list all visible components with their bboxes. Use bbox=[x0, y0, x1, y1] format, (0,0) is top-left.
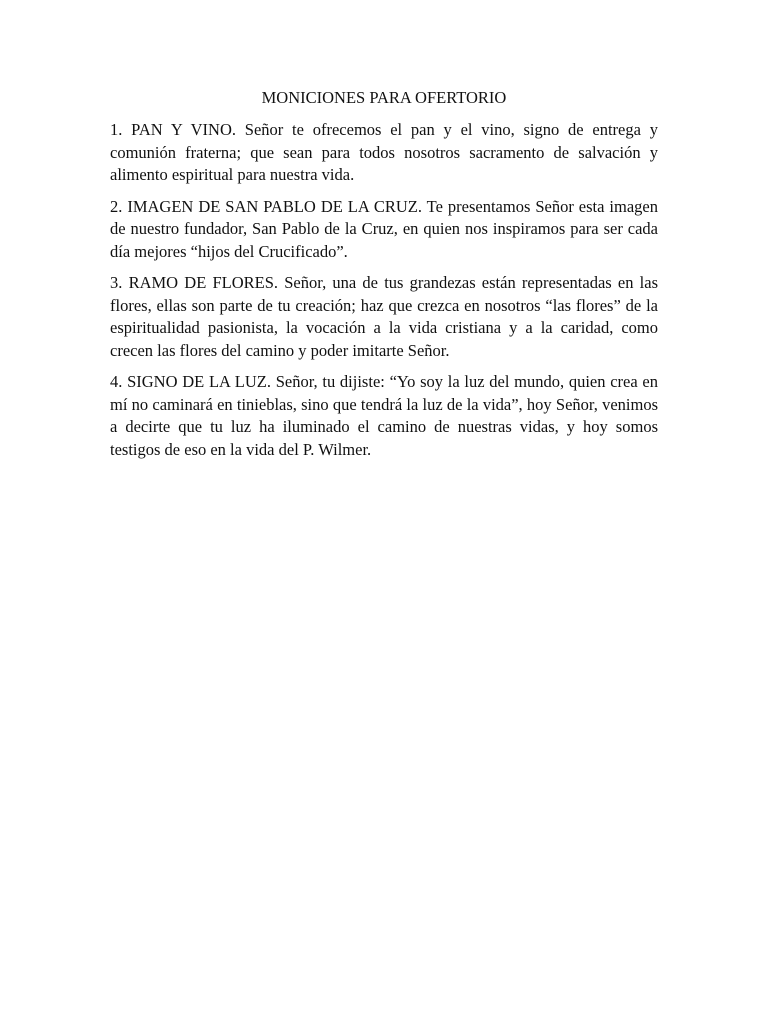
paragraph-signo-de-la-luz: 4. SIGNO DE LA LUZ. Señor, tu dijiste: “Yo soy la luz del mundo, quien crea en mí no caminará en tinieblas, sino que tendrá la luz de la vida”, hoy Señor, venimos a decirte que tu luz ha iluminado el camino de nuestras vidas, y hoy somos testigos de eso en la vida del P. Wilmer. bbox=[110, 372, 658, 459]
paragraph-imagen-san-pablo: 2. IMAGEN DE SAN PABLO DE LA CRUZ. Te presentamos Señor esta imagen de nuestro fundador, San Pablo de la Cruz, en quien nos inspiramos para ser cada día mejores “hijos del Crucificado”. bbox=[110, 196, 658, 261]
document-title: MONICIONES PARA OFERTORIO bbox=[261, 88, 507, 107]
document-body bbox=[110, 86, 658, 470]
paragraph-pan-y-vino: 1. PAN Y VINO. Señor te ofrecemos el pan y el vino, signo de entrega y comunión fraterna; que sean para todos nosotros sacramento de salvación y alimento espiritual para nuestra vida. bbox=[110, 120, 658, 184]
paragraph-ramo-de-flores: 3. RAMO DE FLORES. Señor, una de tus grandezas están representadas en las flores, ellas son parte de tu creación; haz que crezca en nosotros “las flores” de la espiritualidad pasionista, la vocación a la vida cristiana y a la caridad, como crecen las flores del camino y poder imitarte Señor. bbox=[110, 273, 658, 360]
